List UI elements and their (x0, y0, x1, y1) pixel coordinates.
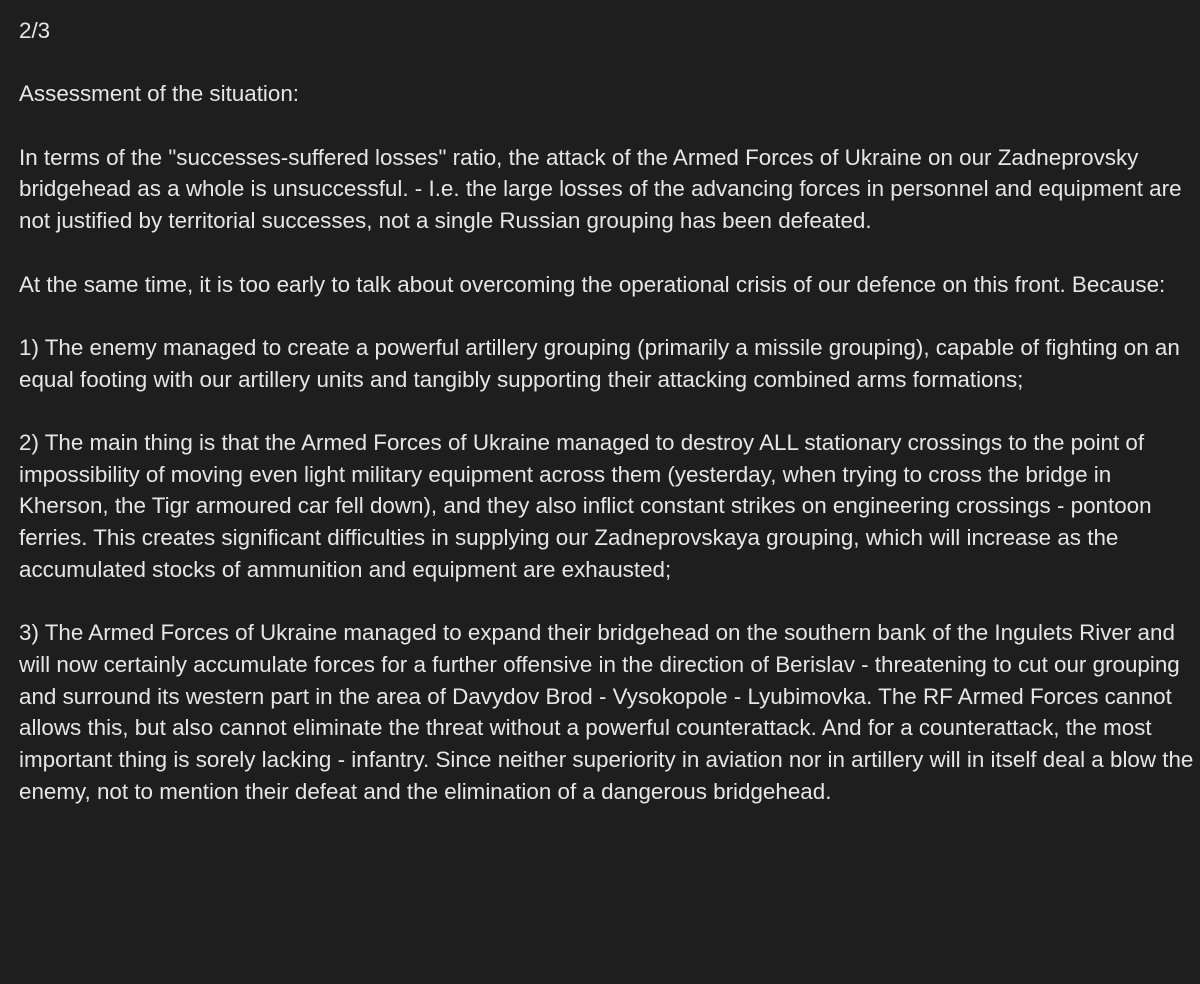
section-heading: Assessment of the situation: (19, 81, 300, 107)
paragraph-point-3: 3) The Armed Forces of Ukraine managed to expand their bridgehead on the southern bank of the Ingulets River and will now certainly accumulate forces for a further offensive in the direction of Berislav - threatening to cut our grouping and surround its western part in the area of Davydov Brod - Vysokopole - Lyubimovka. The RF Armed Forces cannot allows this, but also cannot eliminate the threat without a powerful counterattack. And for a counterattack, the most important thing is sorely lacking - infantry. Since neither superiority in aviation nor in artillery will in itself deal a blow the enemy, not to mention their defeat and the elimination of a dangerous bridgehead. (19, 620, 1194, 804)
page-indicator: 2/3 (19, 18, 51, 43)
paragraph-point-1: 1) The enemy managed to create a powerful artillery grouping (primarily a missile grouping), capable of fighting on an equal footing with our artillery units and tangibly supporting their attacking combined arms formations; (19, 334, 1180, 392)
paragraph-ratio-assessment: In terms of the "successes-suffered losses" ratio, the attack of the Armed Forces of Ukraine on our Zadneprovsky bridgehead as a whole is unsuccessful. - I.e. the large losses of the advancing forces in personnel and equipment are not justified by territorial successes, not a single Russian grouping has been defeated. (19, 144, 1182, 234)
message-body (19, 15, 1195, 807)
paragraph-operational-crisis: At the same time, it is too early to talk about overcoming the operational crisis of our defence on this front. Because: (19, 271, 1166, 297)
paragraph-point-2: 2) The main thing is that the Armed Forces of Ukraine managed to destroy ALL stationary crossings to the point of impossibility of moving even light military equipment across them (yesterday, when trying to cross the bridge in Kherson, the Tigr armoured car fell down), and they also inflict constant strikes on engineering crossings - pontoon ferries. This creates significant difficulties in supplying our Zadneprovskaya grouping, which will increase as the accumulated stocks of ammunition and equipment are exhausted; (19, 430, 1152, 582)
